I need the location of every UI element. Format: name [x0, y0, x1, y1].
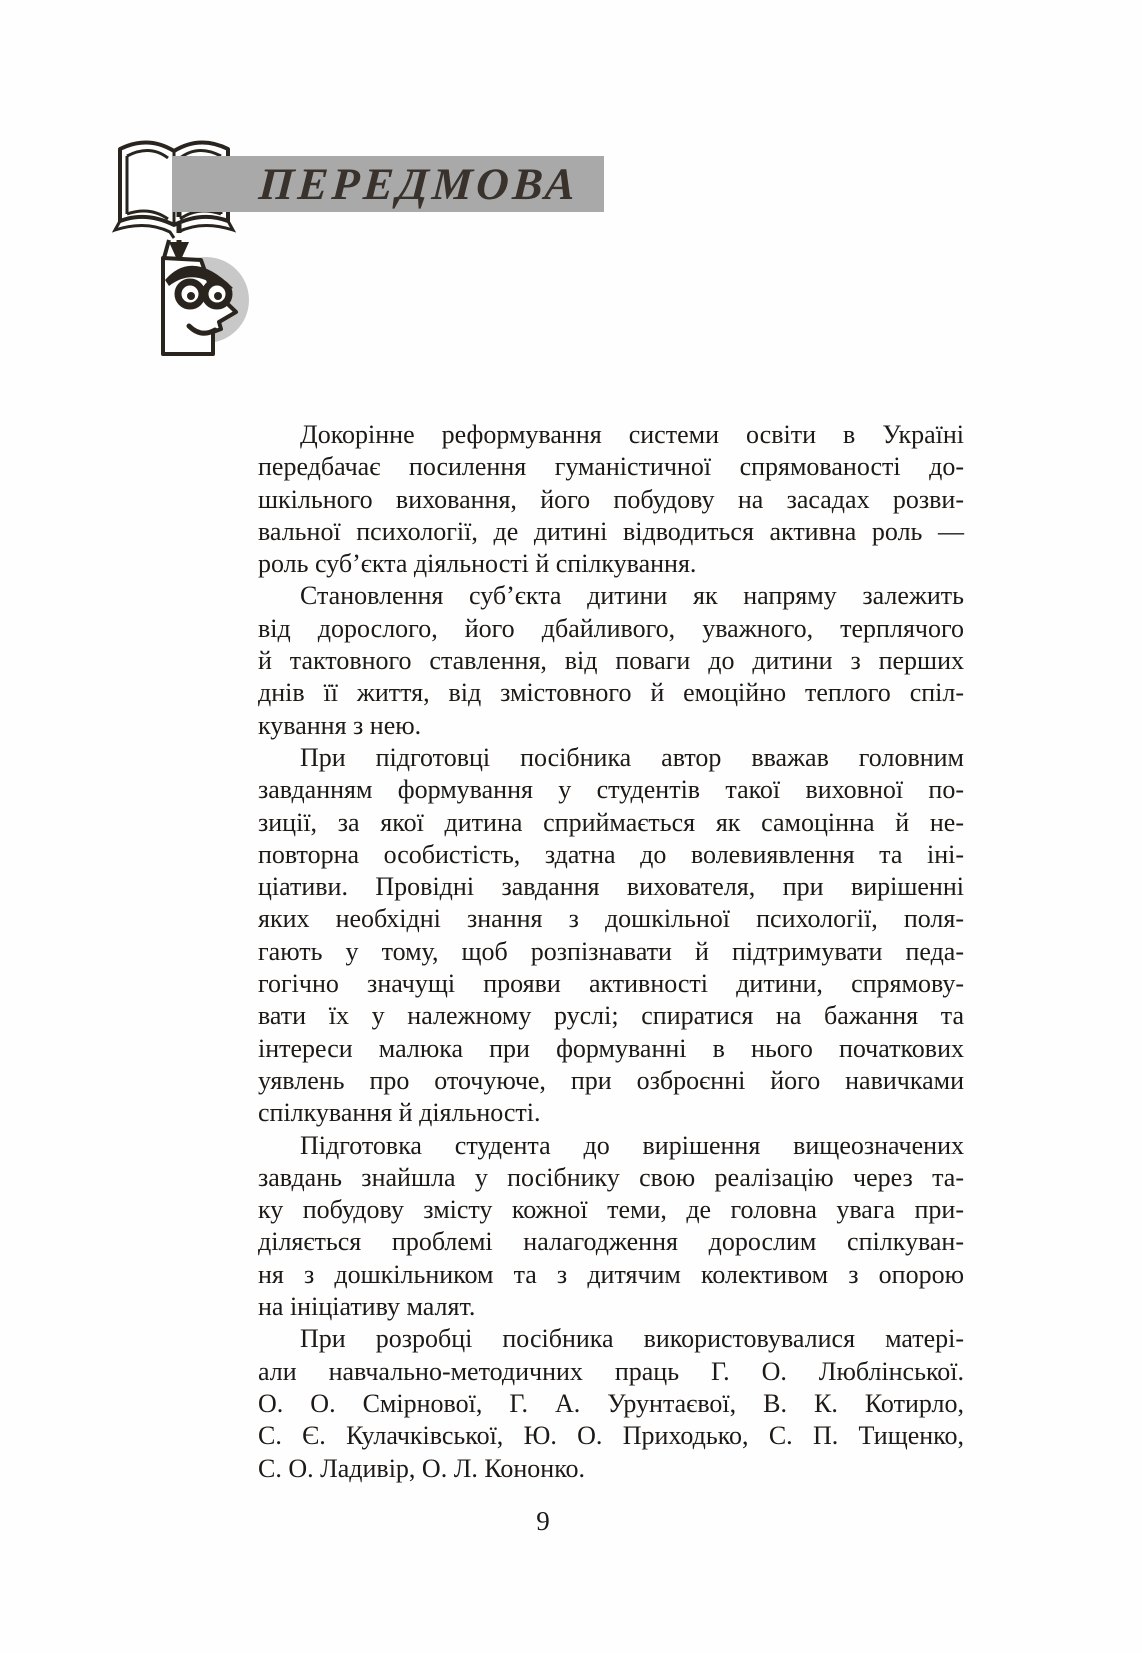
paragraph	[258, 580, 964, 741]
section-title-banner	[172, 156, 604, 212]
page-number: 9	[536, 1506, 550, 1536]
paragraph	[258, 742, 964, 1130]
text-line: вати їх у належному руслі; спиратися на бажання та	[258, 1001, 964, 1031]
text-line: зиції, за якої дитина сприймається як самоцінна й не-	[258, 807, 964, 837]
text-line: й тактовного ставлення, від поваги до дитини з перших	[258, 646, 964, 676]
paragraph	[258, 1323, 964, 1484]
text-line: вальної психології, де дитині відводиться активна роль —	[258, 516, 964, 546]
text-line: від дорослого, його дбайливого, уважного, терплячого	[258, 613, 964, 643]
text-line: спілкування й діяльності.	[258, 1098, 541, 1128]
text-line: Становлення суб’єкта дитини як напряму залежить	[300, 581, 964, 611]
text-line: О. О. Смірнової, Г. А. Урунтаєвої, В. К. Котирло,	[258, 1388, 964, 1418]
text-line: ня з дошкільником та з дитячим колективом з опорою	[258, 1259, 964, 1289]
text-line: передбачає посилення гуманістичної спрямованості до-	[258, 452, 964, 482]
text-line: діляється проблемі налагодження дорослим спілкуван-	[258, 1227, 964, 1257]
text-line: При розробці посібника використовувалися матері-	[300, 1324, 964, 1354]
text-line: днів її життя, від змістовного й емоційно теплого спіл-	[258, 678, 964, 708]
text-line: С. Є. Кулачківської, Ю. О. Приходько, С. П. Тищенко,	[258, 1421, 964, 1451]
text-line: інтереси малюка при формуванні в нього початкових	[258, 1033, 964, 1063]
paragraph	[258, 419, 964, 580]
text-line: При підготовці посібника автор вважав головним	[300, 742, 964, 772]
text-line: гогічно значущі прояви активності дитини, спрямову-	[258, 969, 964, 999]
text-line: али навчально-методичних праць Г. О. Люблінської.	[258, 1356, 964, 1386]
text-line: Підготовка студента до вирішення вищеозначених	[300, 1130, 964, 1160]
body-text	[258, 419, 964, 1485]
text-line: гають у тому, щоб розпізнавати й підтримувати педа-	[258, 936, 964, 966]
section-title: ПЕРЕДМОВА	[257, 159, 581, 209]
text-line: яких необхідні знання з дошкільної психології, поля-	[258, 904, 964, 934]
text-line: ку побудову змісту кожної теми, де головна увага при-	[258, 1195, 964, 1225]
text-line: шкільного виховання, його побудову на засадах розви-	[258, 484, 964, 514]
text-line: ціативи. Провідні завдання вихователя, при вирішенні	[258, 872, 964, 902]
text-line: на ініціативу малят.	[258, 1292, 476, 1322]
text-line: кування з нею.	[258, 710, 422, 740]
text-line: С. О. Ладивір, О. Л. Кононко.	[258, 1453, 586, 1483]
text-line: завдань знайшла у посібнику свою реалізацію через та-	[258, 1162, 964, 1192]
text-line: уявлень про оточуюче, при озброєнні його навичками	[258, 1065, 964, 1095]
mascot-face-icon	[133, 234, 258, 356]
paragraph	[258, 1130, 964, 1324]
text-line: повторна особистість, здатна до волевиявлення та іні-	[258, 839, 964, 869]
text-line: Докорінне реформування системи освіти в Україні	[300, 420, 964, 449]
text-line: завданням формування у студентів такої виховної по-	[258, 775, 964, 805]
text-line: роль суб’єкта діяльності й спілкування.	[258, 549, 697, 579]
